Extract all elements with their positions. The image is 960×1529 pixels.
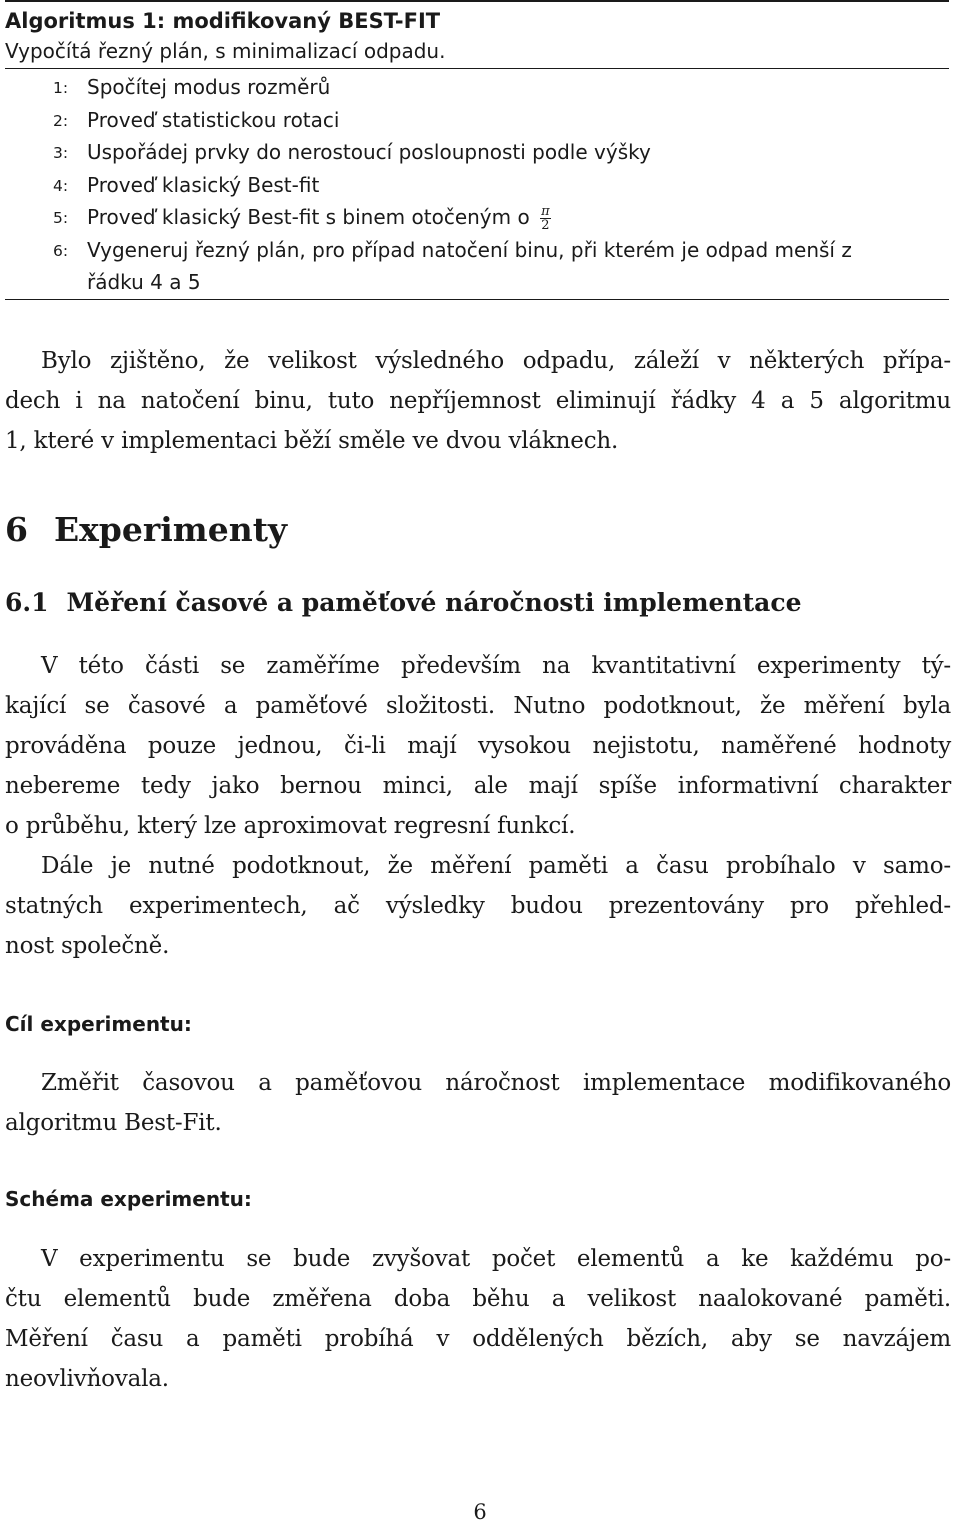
paragraph-line: Měření času a paměti probíhá v oddělených bězích, aby se navzájem — [5, 1326, 951, 1352]
step-number: 5: — [53, 209, 69, 227]
step-text: Proveď statistickou rotaci — [87, 107, 340, 132]
algorithm-step — [5, 104, 949, 137]
algorithm-mid-rule — [5, 68, 949, 69]
goal-paragraph — [5, 1063, 951, 1143]
step-text: Spočítej modus rozměrů — [87, 75, 331, 99]
algorithm-step — [5, 169, 949, 202]
section-heading — [5, 510, 287, 549]
paragraph-line: Bylo zjištěno, že velikost výsledného odpadu, záleží v některých přípa- — [41, 348, 951, 374]
paragraph-line: nebereme tedy jako bernou minci, ale mají spíše informativní charakter — [5, 773, 951, 799]
algorithm-step-continuation — [5, 266, 949, 299]
step-number: 1: — [53, 79, 69, 97]
paragraph-line: nost společně. — [5, 933, 170, 959]
page-number: 6 — [473, 1500, 487, 1524]
step-text: řádku 4 a 5 — [87, 270, 201, 294]
intro-paragraph — [5, 341, 951, 461]
step-text: Vygeneruj řezný plán, pro případ natočení binu, při kterém je odpad menší z — [87, 237, 852, 262]
algorithm-bottom-rule — [5, 299, 949, 300]
paragraph-line: V této části se zaměříme především na kvantitativní experimenty tý- — [41, 653, 951, 679]
step-text: Proveď klasický Best-fit — [87, 172, 320, 197]
subsection-number: 6.1 — [5, 588, 49, 617]
paragraph-line: Dále je nutné podotknout, že měření paměti a času probíhalo v samo- — [41, 853, 951, 879]
goal-heading: Cíl experimentu: — [5, 1012, 192, 1036]
section-number: 6 — [5, 510, 28, 549]
step-number: 4: — [53, 176, 69, 195]
paragraph-1 — [5, 646, 951, 846]
paragraph-2 — [5, 846, 951, 966]
paragraph-line: 1, které v implementaci běží směle ve dvou vláknech. — [5, 428, 619, 454]
algorithm-box — [5, 0, 949, 300]
scheme-heading: Schéma experimentu: — [5, 1187, 252, 1211]
algorithm-step — [5, 201, 949, 234]
algorithm-subtitle: Vypočítá řezný plán, s minimalizací odpadu. — [5, 39, 446, 63]
step-text: Uspořádej prvky do nerostoucí posloupnosti podle výšky — [87, 140, 651, 164]
paragraph-line: o průběhu, který lze aproximovat regresní funkcí. — [5, 813, 576, 839]
algorithm-title: Algoritmus 1: modifikovaný BEST-FIT — [5, 9, 441, 33]
step-number: 3: — [53, 144, 69, 162]
paragraph-line: neovlivňovala. — [5, 1366, 169, 1392]
paragraph-line: prováděna pouze jednou, či-li mají vysokou nejistotu, naměřené hodnoty — [5, 733, 951, 759]
algorithm-step — [5, 71, 949, 104]
pi-half-fraction — [540, 205, 551, 232]
step-number: 2: — [53, 111, 69, 130]
step-text: Proveď klasický Best-fit s binem otočeným o — [87, 205, 530, 229]
paragraph-line: V experimentu se bude zvyšovat počet elementů a ke každému po- — [41, 1246, 951, 1272]
fraction-numerator: π — [541, 204, 550, 219]
paragraph-line: Změřit časovou a paměťovou náročnost implementace modifikovaného — [41, 1070, 951, 1096]
algorithm-step — [5, 136, 949, 169]
algorithm-top-rule — [5, 0, 949, 2]
paragraph-line: kající se časové a paměťové složitosti. Nutno podotknout, že měření byla — [5, 693, 951, 719]
paragraph-line: statných experimentech, ač výsledky budou prezentovány pro přehled- — [5, 893, 951, 919]
fraction-denominator: 2 — [541, 218, 550, 233]
subsection-heading — [5, 588, 802, 617]
step-number: 6: — [53, 241, 69, 260]
algorithm-step — [5, 234, 949, 267]
subsection-title: Měření časové a paměťové náročnosti implementace — [66, 588, 802, 617]
paragraph-line: algoritmu Best-Fit. — [5, 1110, 222, 1136]
paragraph-line: čtu elementů bude změřena doba běhu a velikost naalokované paměti. — [5, 1286, 951, 1312]
scheme-paragraph — [5, 1239, 951, 1399]
paragraph-line: dech i na natočení binu, tuto nepříjemnost eliminují řádky 4 a 5 algoritmu — [5, 388, 951, 414]
section-title: Experimenty — [53, 510, 288, 549]
algorithm-steps — [5, 71, 949, 299]
